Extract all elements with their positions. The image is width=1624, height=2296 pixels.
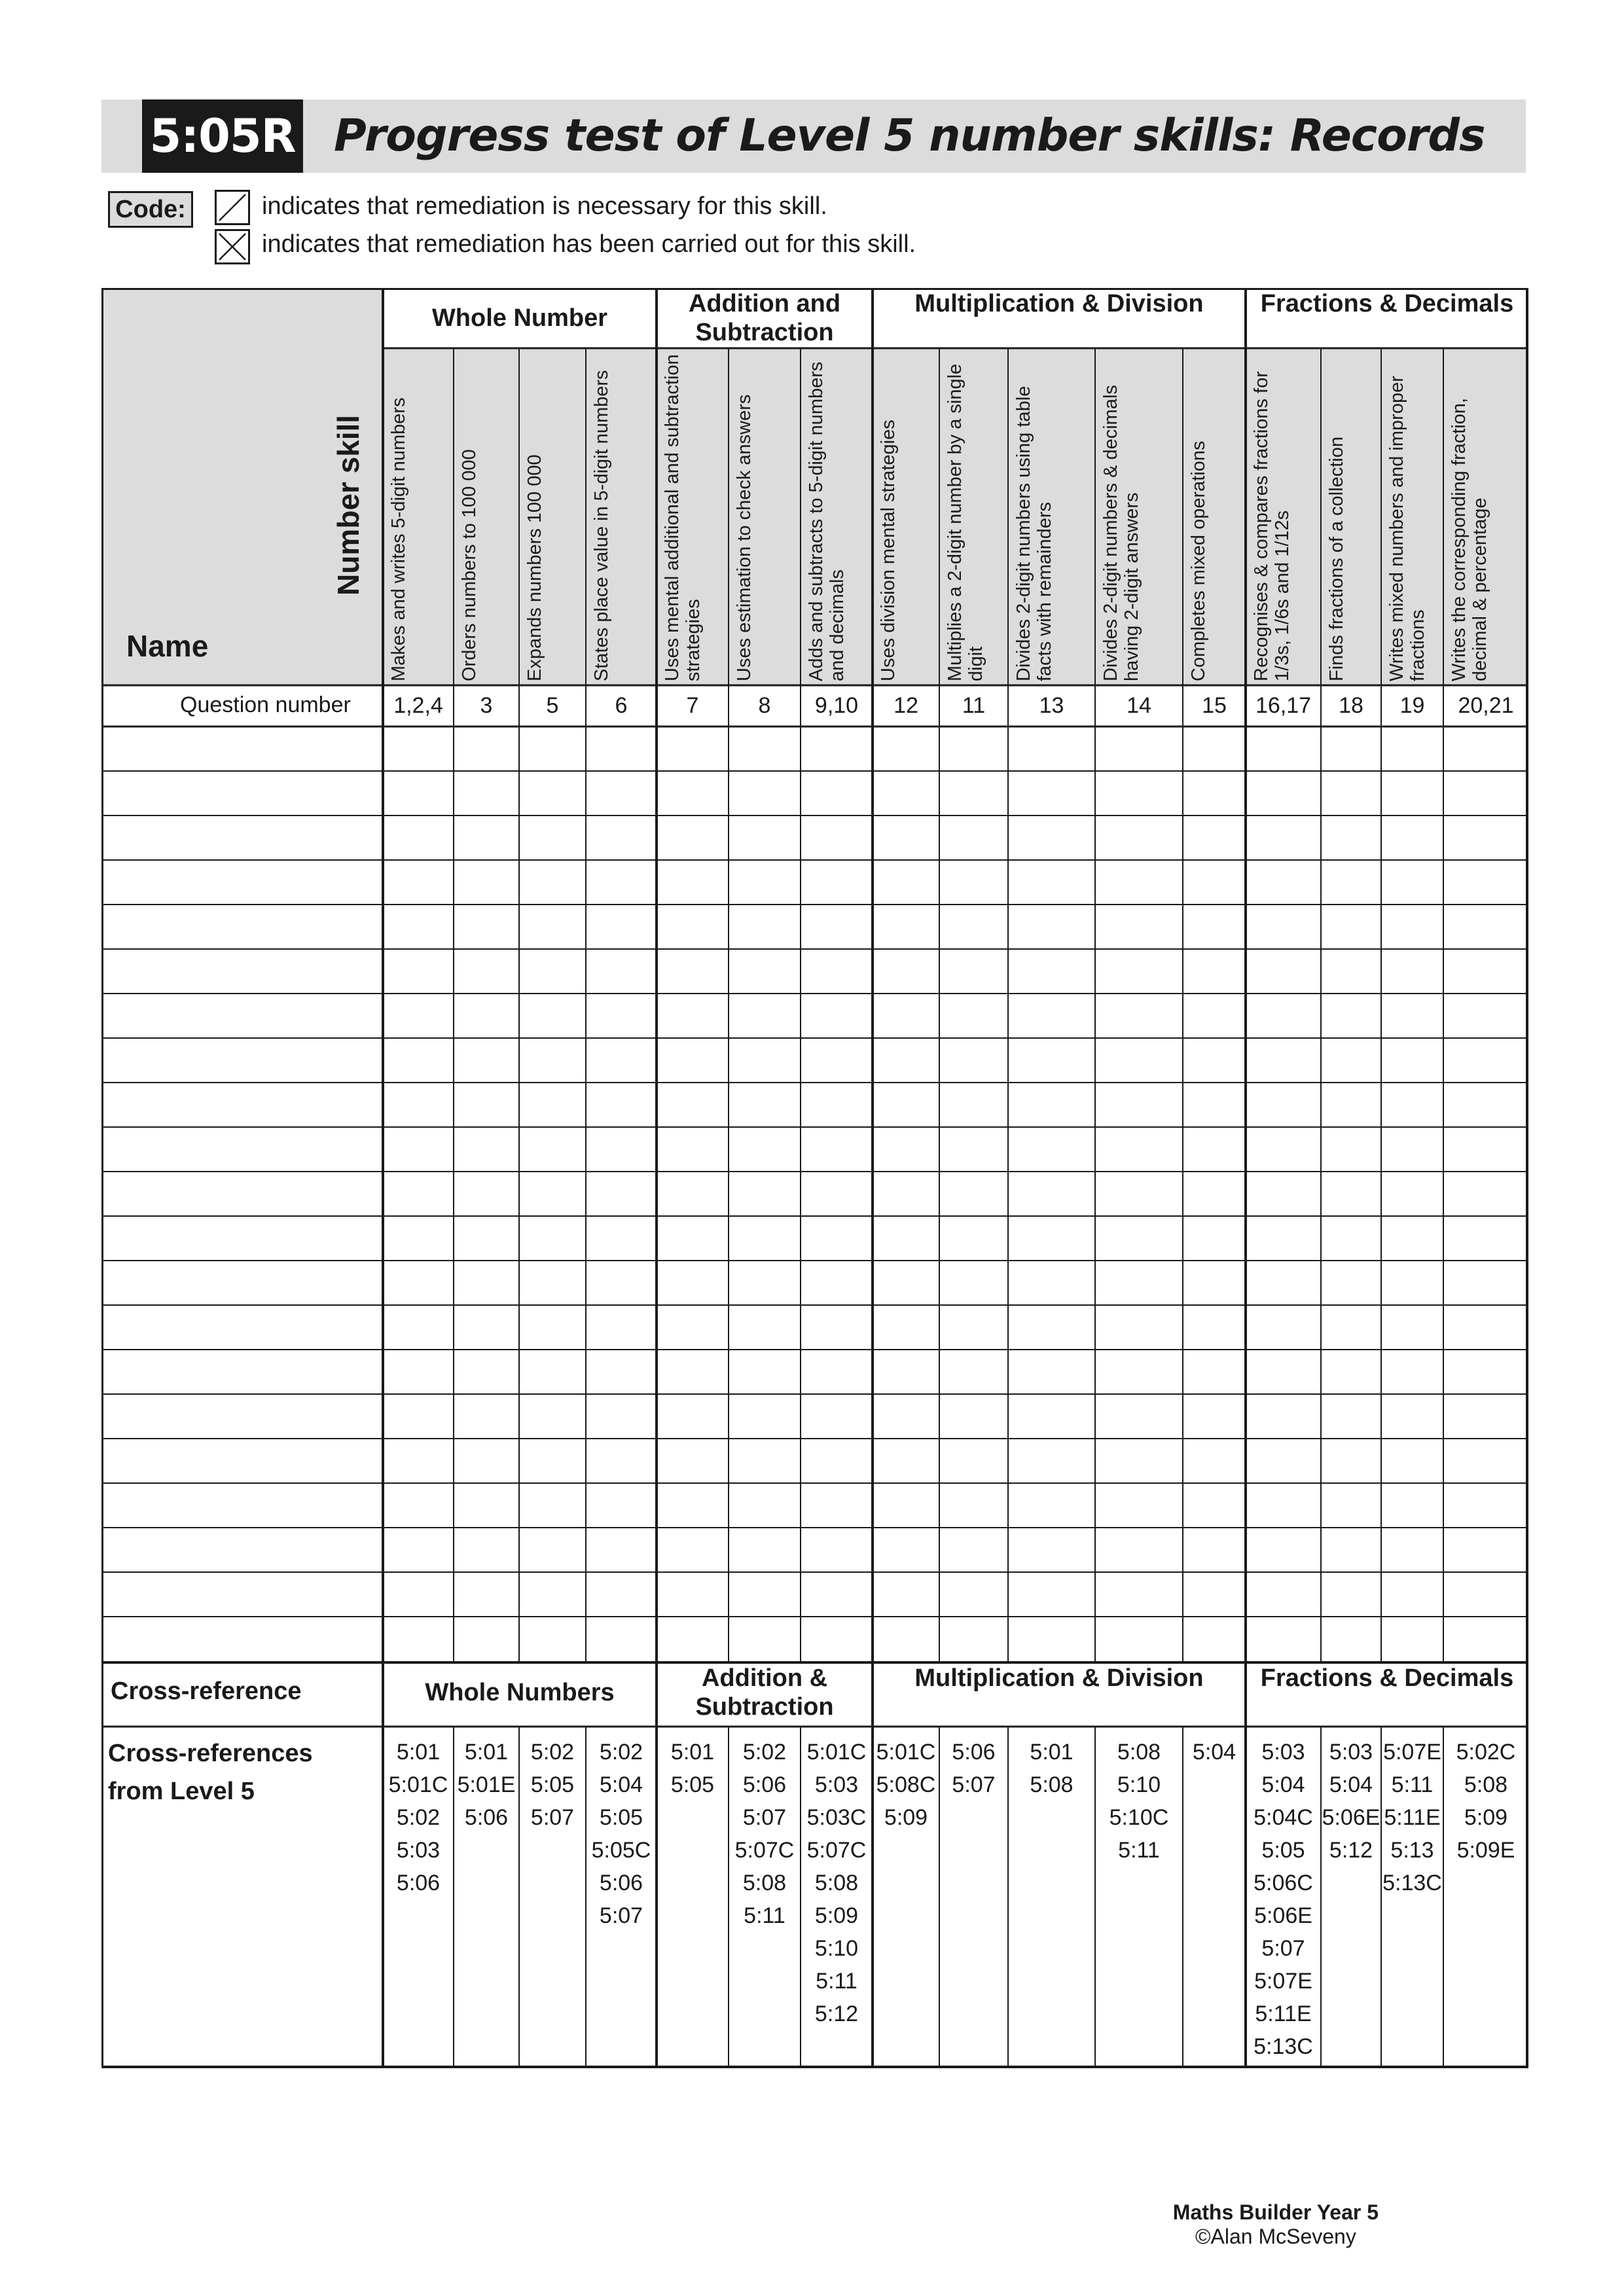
- skill-header: Orders numbers to 100 000: [459, 449, 480, 681]
- skill-header: Uses division mental strategies: [878, 420, 899, 681]
- question-number: 20,21: [1458, 693, 1514, 718]
- question-number: 1,2,4: [393, 693, 443, 718]
- skill-header: Uses mental additional and subtraction strategies: [662, 354, 704, 681]
- crossref-cell: 5:08 5:10 5:10C 5:11: [1109, 1740, 1169, 1863]
- skill-header: Uses estimation to check answers: [734, 394, 755, 681]
- question-number: 8: [758, 693, 771, 718]
- group-header: Multiplication & Division: [914, 290, 1204, 317]
- crossref-group-header: Whole Numbers: [425, 1679, 615, 1706]
- crossref-cell: 5:01C 5:08C 5:09: [876, 1740, 936, 1830]
- crossref-cell: 5:01 5:08: [1030, 1740, 1074, 1797]
- crossref-cell: 5:01 5:01C 5:02 5:03 5:06: [388, 1740, 448, 1895]
- crossref-cell: 5:02 5:06 5:07 5:07C 5:08 5:11: [734, 1740, 795, 1928]
- crossref-cell: 5:07E 5:11 5:11E 5:13 5:13C: [1382, 1740, 1442, 1895]
- skill-header: Multiplies a 2-digit number by a single digit: [945, 363, 986, 681]
- question-number: 11: [962, 693, 986, 718]
- cross-icon: [215, 229, 250, 264]
- crossref-cell: 5:01 5:01E 5:06: [457, 1740, 516, 1830]
- crossref-cell: 5:03 5:04 5:06E 5:12: [1322, 1740, 1380, 1863]
- code-label: Code:: [108, 191, 193, 228]
- question-number: 3: [480, 693, 493, 718]
- question-number-label: Question number: [180, 692, 351, 717]
- crossref-cell: 5:06 5:07: [952, 1740, 996, 1797]
- skill-header: Expands numbers 100 000: [524, 454, 545, 681]
- crossref-cell: 5:02 5:05 5:07: [530, 1740, 575, 1830]
- level5-crossref-label: Cross-references from Level 5: [108, 1740, 313, 1805]
- crossref-cell: 5:01C 5:03 5:03C 5:07C 5:08 5:09 5:10 5:11 5:12: [806, 1740, 867, 2026]
- skill-header: Divides 2-digit numbers & decimals having 2-digit answers: [1100, 385, 1142, 681]
- question-number: 7: [686, 693, 699, 718]
- crossref-cell: 5:01 5:05: [670, 1740, 715, 1797]
- legend-line-2: indicates that remediation has been carried out for this skill.: [262, 230, 916, 258]
- crossref-cell: 5:02C 5:08 5:09 5:09E: [1456, 1740, 1516, 1863]
- group-header: Addition and Subtraction: [688, 290, 841, 346]
- skill-header: Writes the corresponding fraction, decimal & percentage: [1449, 397, 1490, 681]
- single-slash-icon: [215, 190, 250, 225]
- question-number: 9,10: [814, 693, 859, 718]
- footer-copyright: ©Alan McSeveny: [1195, 2225, 1356, 2248]
- worksheet-code: 5:05R: [142, 99, 303, 173]
- question-number: 6: [615, 693, 628, 718]
- question-number: 13: [1039, 693, 1064, 718]
- skill-header: States place value in 5-digit numbers: [591, 370, 612, 681]
- page-title: Progress test of Level 5 number skills: Records: [334, 110, 1485, 162]
- group-header: Whole Number: [431, 304, 608, 332]
- footer-book-title: Maths Builder Year 5: [1172, 2200, 1379, 2224]
- question-number: 18: [1339, 693, 1363, 718]
- skill-header: Writes mixed numbers and improper fractions: [1386, 376, 1428, 681]
- title-banner: [101, 99, 1526, 173]
- crossref-group-header: Multiplication & Division: [914, 1664, 1204, 1692]
- skill-header: Makes and writes 5-digit numbers: [388, 397, 409, 681]
- question-number: 16,17: [1255, 693, 1312, 718]
- legend-line-1: indicates that remediation is necessary for this skill.: [262, 192, 827, 220]
- question-number: 12: [893, 693, 918, 718]
- footer: [1173, 2200, 1379, 2249]
- crossref-group-header: Fractions & Decimals: [1260, 1664, 1514, 1692]
- crossref-cell: 5:02 5:04 5:05 5:05C 5:06 5:07: [591, 1740, 651, 1928]
- question-number: 19: [1399, 693, 1425, 718]
- crossref-cell: 5:03 5:04 5:04C 5:05 5:06C 5:06E 5:07 5:07E 5:11E 5:13C: [1254, 1740, 1313, 2059]
- question-number: 14: [1127, 693, 1151, 718]
- skill-header: Recognises & compares fractions for 1/3s, 1/6s and 1/12s: [1251, 371, 1293, 681]
- skill-header: Adds and subtracts to 5-digit numbers and decimals: [806, 361, 848, 681]
- group-header: Fractions & Decimals: [1260, 290, 1514, 317]
- name-header: Name: [126, 629, 209, 663]
- skill-header: Completes mixed operations: [1188, 440, 1209, 681]
- skill-header: Finds fractions of a collection: [1326, 437, 1347, 681]
- question-number: 5: [546, 693, 559, 718]
- number-skill-header: Number skill: [331, 414, 365, 596]
- records-table: [101, 288, 1528, 2081]
- cross-reference-label: Cross-reference: [111, 1677, 302, 1705]
- crossref-cell: 5:04: [1192, 1740, 1236, 1765]
- crossref-group-header: Addition & Subtraction: [695, 1664, 834, 1721]
- question-number: 15: [1202, 693, 1227, 718]
- skill-header: Divides 2-digit numbers using table facts with remainders: [1013, 386, 1055, 681]
